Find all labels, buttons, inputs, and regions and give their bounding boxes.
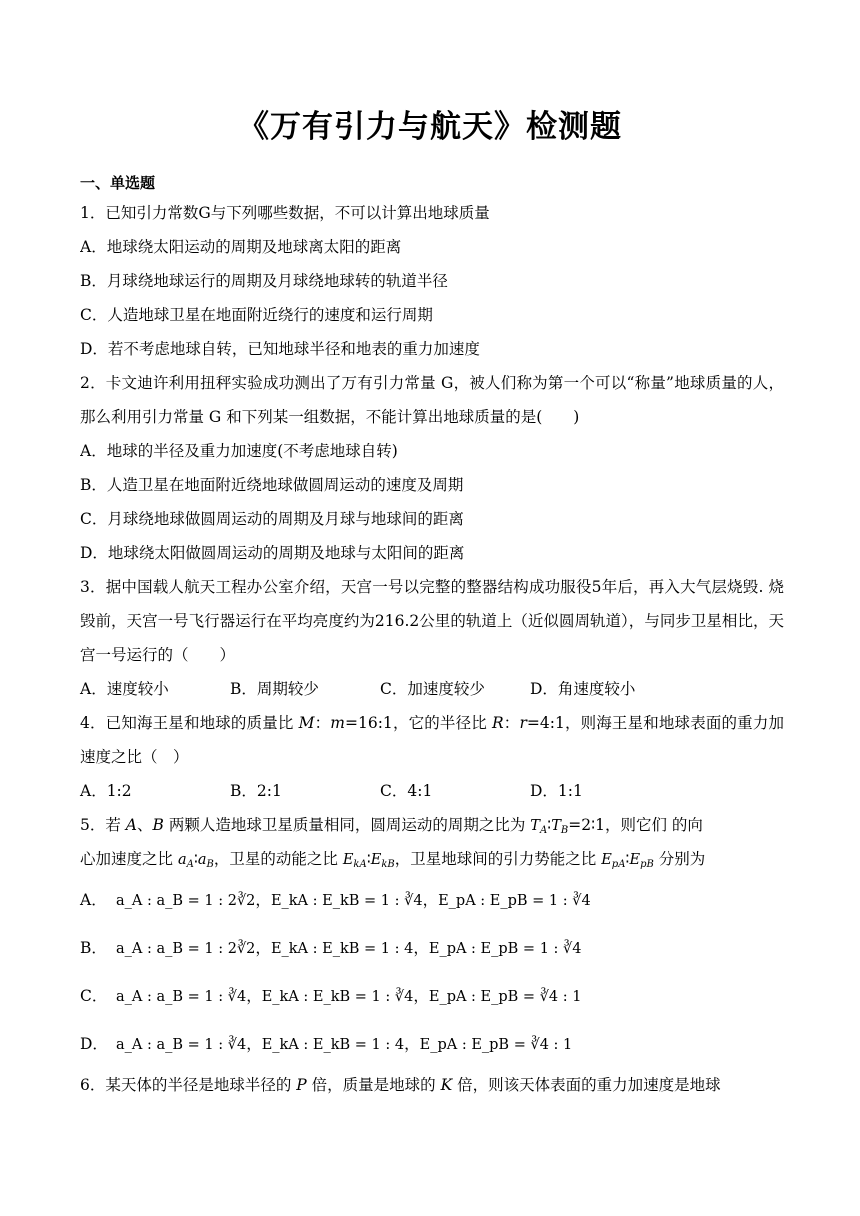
q5-var-a: a bbox=[197, 852, 207, 868]
q4-options bbox=[80, 774, 784, 808]
q5-var-E: E bbox=[370, 852, 382, 868]
q5-text: 心加速度之比 bbox=[80, 850, 178, 868]
q5-var-A: A bbox=[125, 816, 137, 834]
q5-stem-line1 bbox=[80, 808, 784, 842]
q5-var-E: E bbox=[601, 852, 612, 868]
q4-ratio2: =4:1，则海王星和地球表面的重力加速度之比（ ） bbox=[80, 714, 784, 766]
q5-text: ，卫星地球间的引力势能之比 bbox=[394, 850, 602, 868]
comma: ， bbox=[413, 939, 429, 957]
option-label: B． bbox=[80, 939, 107, 957]
q4-var-M: M bbox=[298, 714, 315, 732]
q5-option-d bbox=[80, 1020, 784, 1068]
option-label: C． bbox=[80, 987, 108, 1005]
q5-sub: A bbox=[186, 859, 194, 870]
q5-sub: kA bbox=[353, 859, 367, 870]
q5-text: 、 bbox=[137, 816, 153, 834]
equation: a_A : a_B = 1 : ∛4 bbox=[116, 1037, 247, 1053]
q5-text: 两颗人造地球卫星质量相同，圆周运动的周期之比为 bbox=[163, 816, 531, 834]
q1-option-b: B．月球绕地球运行的周期及月球绕地球转的轨道半径 bbox=[80, 272, 448, 290]
equation: a_A : a_B = 1 : 2∛2 bbox=[116, 893, 256, 909]
q4-stem-part: 4．已知海王星和地球的质量比 bbox=[80, 714, 299, 732]
q5-EkB bbox=[371, 852, 395, 868]
comma: ， bbox=[413, 987, 429, 1005]
option-label: D． bbox=[80, 1035, 108, 1053]
q5-EkA bbox=[343, 852, 367, 868]
q2-stem: 2．卡文迪许利用扭秤实验成功测出了万有引力常量 G，被人们称为第一个可以“称量”地球质量的人，那么利用引力常量 G 和下列某一组数据，不能计算出地球质量的是( ) bbox=[80, 374, 784, 426]
q5-sub: kB bbox=[381, 859, 395, 870]
equation: E_pA : E_pB = 1 : ∛4 bbox=[428, 941, 582, 957]
equation: E_pA : E_pB = 1 : ∛4 bbox=[438, 893, 591, 909]
q1-option-d: D．若不考虑地球自转，已知地球半径和地表的重力加速度 bbox=[80, 340, 480, 358]
question-list bbox=[80, 196, 784, 1102]
comma: ， bbox=[255, 891, 271, 909]
q2-option-c: C．月球绕地球做圆周运动的周期及月球与地球间的距离 bbox=[80, 510, 464, 528]
q5-aB bbox=[198, 852, 214, 868]
q5-EpA bbox=[601, 852, 625, 868]
q4-stem bbox=[80, 706, 784, 774]
q5-var-a: a bbox=[177, 852, 187, 868]
q4-option-b: B．2:1 bbox=[230, 782, 282, 800]
equation: a_A : a_B = 1 : ∛4 bbox=[116, 989, 247, 1005]
q4-var-R: R bbox=[491, 714, 504, 732]
comma: ， bbox=[246, 987, 262, 1005]
q5-sub: B bbox=[560, 825, 569, 836]
q5-TB bbox=[551, 818, 568, 834]
q4-ratio1: =16:1，它的半径比 bbox=[345, 714, 492, 732]
equation: a_A : a_B = 1 : 2∛2 bbox=[116, 941, 256, 957]
q5-text: =2∶1，则它们 的向 bbox=[568, 816, 703, 834]
equation: E_kA : E_kB = 1 : 4 bbox=[270, 941, 414, 957]
q6-var-K: K bbox=[440, 1076, 453, 1094]
q4-option-d: D．1:1 bbox=[530, 782, 583, 800]
q5-var-T: T bbox=[551, 818, 561, 834]
q2-option-b: B．人造卫星在地面附近绕地球做圆周运动的速度及周期 bbox=[80, 476, 464, 494]
q4-option-a: A．1:2 bbox=[80, 782, 132, 800]
q1-option-c: C．人造地球卫星在地面附近绕行的速度和运行周期 bbox=[80, 306, 433, 324]
comma: ， bbox=[404, 1035, 420, 1053]
q5-var-T: T bbox=[530, 818, 540, 834]
q5-text: 分别为 bbox=[653, 850, 706, 868]
equation: E_pA : E_pB = ∛4 : 1 bbox=[419, 1037, 573, 1053]
q4-colon2: ： bbox=[503, 714, 520, 732]
q3-stem: 3．据中国载人航天工程办公室介绍，天宫一号以完整的整器结构成功服役5年后，再入大气层烧毁. 烧毁前，天宫一号飞行器运行在平均亮度约为216.2公里的轨道上（近似圆周轨道），与同步卫星相比，天宫一号运行的（ ） bbox=[80, 578, 784, 664]
q5-text: 5．若 bbox=[80, 816, 126, 834]
equation: E_pA : E_pB = ∛4 : 1 bbox=[428, 989, 582, 1005]
comma: ， bbox=[422, 891, 439, 909]
q3-option-a: A．速度较小 bbox=[80, 680, 169, 698]
q5-var-E: E bbox=[629, 852, 641, 868]
q4-option-c: C．4:1 bbox=[380, 782, 433, 800]
q1-option-a: A．地球绕太阳运动的周期及地球离太阳的距离 bbox=[80, 238, 402, 256]
q6-text: 倍，则该天体表面的重力加速度是地球 bbox=[452, 1076, 721, 1094]
q4-colon: ： bbox=[314, 714, 331, 732]
q4-var-r: r bbox=[519, 714, 527, 732]
section-heading: 一、单选题 bbox=[80, 174, 156, 192]
q6-text: 倍，质量是地球的 bbox=[306, 1076, 441, 1094]
q5-sub: pA bbox=[611, 859, 626, 870]
q6-text: 6．某天体的半径是地球半径的 bbox=[80, 1076, 297, 1094]
q5-text: ∶ bbox=[366, 850, 371, 868]
q3-option-b: B．周期较少 bbox=[230, 680, 319, 698]
q2-option-a: A．地球的半径及重力加速度(不考虑地球自转) bbox=[80, 442, 398, 460]
q5-option-b bbox=[80, 924, 784, 972]
q5-EpB bbox=[629, 852, 653, 868]
q5-stem-line2 bbox=[80, 842, 784, 876]
q5-var-B: B bbox=[152, 816, 164, 834]
q5-text: ∶ bbox=[193, 850, 198, 868]
q4-var-m: m bbox=[330, 714, 345, 732]
q5-option-a bbox=[80, 876, 784, 924]
q1-stem: 1．已知引力常数G与下列哪些数据，不可以计算出地球质量 bbox=[80, 204, 490, 222]
option-label: A． bbox=[80, 891, 107, 909]
q5-TA bbox=[530, 818, 547, 834]
q5-text: ∶ bbox=[547, 816, 552, 834]
comma: ， bbox=[246, 1035, 262, 1053]
q5-option-c bbox=[80, 972, 784, 1020]
q5-sub: pB bbox=[640, 859, 654, 870]
q3-options bbox=[80, 672, 784, 706]
document-title: 《万有引力与航天》检测题 bbox=[238, 109, 622, 145]
equation: E_kA : E_kB = 1 : ∛4 bbox=[261, 989, 414, 1005]
comma: ， bbox=[255, 939, 271, 957]
q5-text: ，卫星的动能之比 bbox=[213, 850, 343, 868]
q6-stem bbox=[80, 1068, 784, 1102]
q5-text: ∶ bbox=[625, 850, 630, 868]
equation: E_kA : E_kB = 1 : 4 bbox=[261, 1037, 405, 1053]
q3-option-c: C．加速度较少 bbox=[380, 680, 485, 698]
q2-option-d: D．地球绕太阳做圆周运动的周期及地球与太阳间的距离 bbox=[80, 544, 465, 562]
q5-var-E: E bbox=[342, 852, 354, 868]
q3-option-d: D．角速度较小 bbox=[530, 680, 636, 698]
q5-sub: B bbox=[206, 859, 214, 870]
q5-aA bbox=[178, 852, 194, 868]
equation: E_kA : E_kB = 1 : ∛4 bbox=[270, 893, 423, 909]
q6-var-P: P bbox=[296, 1076, 307, 1094]
q5-sub: A bbox=[539, 825, 548, 836]
